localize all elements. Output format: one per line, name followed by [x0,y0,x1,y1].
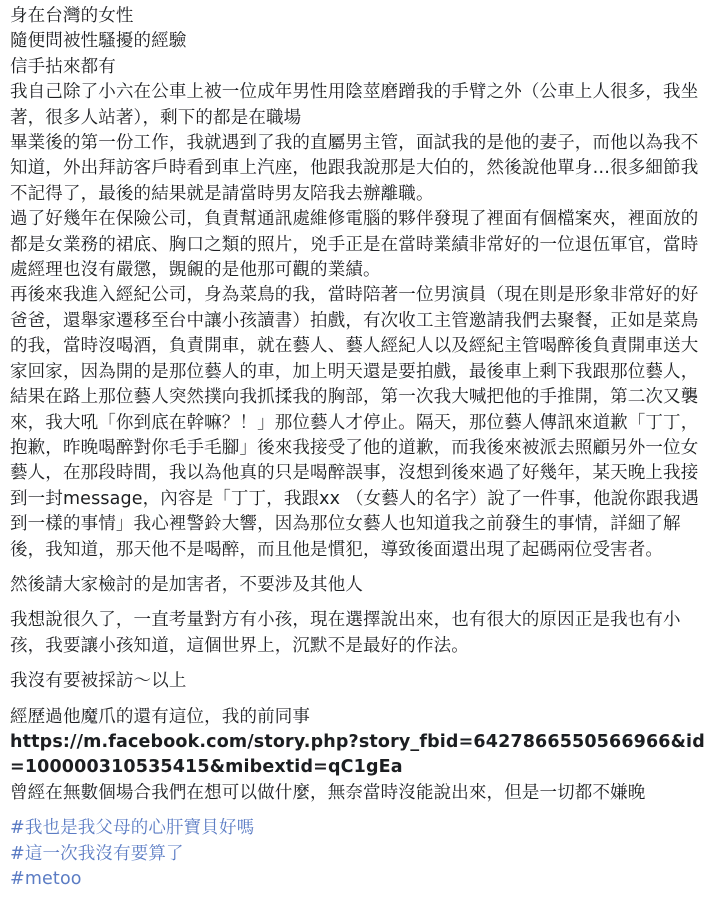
post-intro-line-2: 隨便問被性騷擾的經驗 [10,31,187,52]
paragraph-spacer [10,695,710,705]
post-paragraph-reason: 我想說很久了，一直考量對方有小孩，現在選擇說出來，也有很大的原因正是我也有小孩，我要讓小孩知道，這個世界上，沉默不是最好的作法。 [10,610,681,656]
post-body [10,4,710,892]
post-intro-line-3: 信手拈來都有 [10,56,116,77]
post-paragraph-never-late: 曾經在無數個場合我們在想可以做什麼，無奈當時沒能說出來，但是一切都不嫌晚 [10,782,646,803]
post-paragraph-blame: 然後請大家檢討的是加害者，不要涉及其他人 [10,574,363,595]
hashtag-link[interactable]: #metoo [10,869,82,889]
paragraph-spacer [10,563,710,573]
post-paragraph-agency: 再後來我進入經紀公司，身為菜鳥的我，當時陪著一位男演員（現在則是形象非常好的好爸爸，還舉家遷移至台中讓小孩讀書）拍戲，有次收工主管邀請我們去聚餐，正如是菜鳥的我，當時沒喝酒，負責開車，就在藝人、藝人經紀人以及經紀主管喝醉後負責開車送大家回家，因為開的是那位藝人的車，加上明天還是要拍戲，最後車上剩下我跟那位藝人，結果在路上那位藝人突然撲向我抓揉我的胸部，第一次我大喊把他的手推開，第二次又襲來，我大吼「你到底在幹嘛？！」那位藝人才停止。隔天，那位藝人傳訊來道歉「丁丁，抱歉，昨晚喝醉對你毛手毛腳」後來我接受了他的道歉，而我後來被派去照顧另外一位女藝人，在那段時間，我以為他真的只是喝醉誤事，沒想到後來過了好幾年，某天晚上我接到一封message，內容是「丁丁，我跟xx （女藝人的名字）說了一件事，他說你跟我遇到一樣的事情」我心裡警鈴大響，因為那位女藝人也知道我之前發生的事情，詳細了解後，我知道，那天他不是喝醉，而且他是慣犯，導致後面還出現了起碼兩位受害者。 [10,285,699,560]
post-paragraph-colleague: 經歷過他魔爪的還有這位，我的前同事 [10,706,311,727]
paragraph-spacer [10,659,710,669]
paragraph-spacer [10,806,710,816]
hashtag-link[interactable]: #我也是我父母的心肝寶貝好嗎 [10,818,255,839]
post-intro-line-1: 身在台灣的女性 [10,6,134,26]
post-paragraph-first-job: 畢業後的第一份工作，我就遇到了我的直屬男主管，面試我的是他的妻子，而他以為我不知道，外出拜訪客戶時看到車上汽座，他跟我說那是大伯的，然後說他單身…很多細節我不記得了，最後的結果就是請當時男友陪我去辦離職。 [10,133,699,204]
shared-story-link[interactable]: https://m.facebook.com/story.php?story_fbid=6427866550566966&id=100000310535415&mibextid=qC1gEa [10,731,705,778]
hashtag-link[interactable]: #這一次我沒有要算了 [10,843,184,864]
post-paragraph-bus: 我自己除了小六在公車上被一位成年男性用陰莖磨蹭我的手臂之外（公車上人很多，我坐著，很多人站著），剩下的都是在職場 [10,82,699,128]
paragraph-spacer [10,598,710,608]
post-paragraph-insurance: 過了好幾年在保險公司，負責幫通訊處維修電腦的夥伴發現了裡面有個檔案夾，裡面放的都是女業務的裙底、胸口之類的照片，兇手正是在當時業績非常好的一位退伍軍官，當時處經理也沒有嚴懲，覬覦的是他那可觀的業績。 [10,209,699,281]
post-paragraph-no-interview: 我沒有要被採訪～以上 [10,671,187,692]
